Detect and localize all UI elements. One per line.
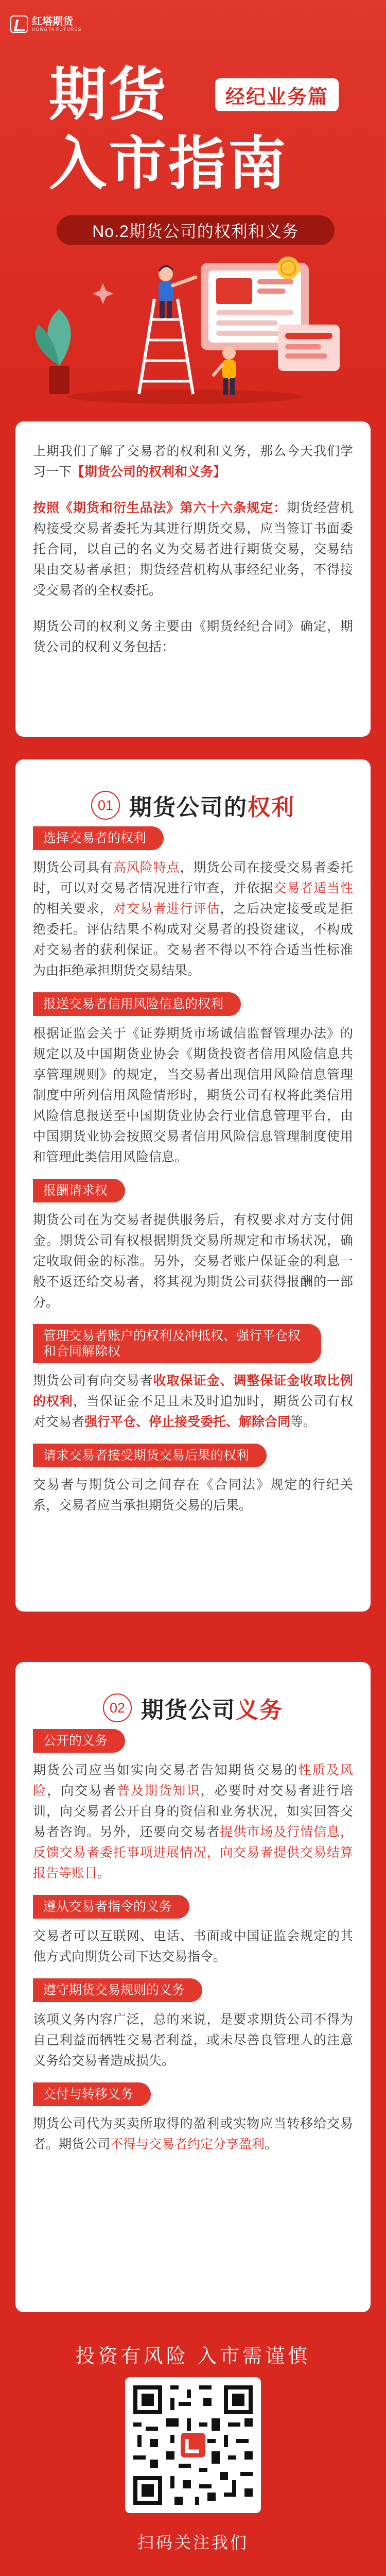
highlight-span: 不得与交易者约定分享盈利 bbox=[110, 2137, 265, 2151]
item-text: 交易者可以互联网、电话、书面或中国证监会规定的其他方式向期货公司下达交易指令。 bbox=[33, 1929, 353, 1964]
highlight-span: 对交易者进行评估 bbox=[113, 902, 220, 916]
highlight-span: 高风险特点 bbox=[113, 860, 180, 875]
text-span: 。 bbox=[97, 1866, 111, 1880]
item-text bbox=[33, 2113, 353, 2155]
highlight-span: 收取保证金、调整保证金收取比例的权利 bbox=[33, 1374, 353, 1409]
intro-paragraph-3: 期货公司的权利义务主要由《期货经纪合同》确定，期货公司的权利义务包括： bbox=[33, 619, 353, 654]
intro-text: 上期我们了解了交易者的权利和义务，那么今天我们学习一下 bbox=[33, 444, 353, 479]
highlight-span: 交易者适当性 bbox=[273, 881, 353, 895]
text-span: ，当保证金不足且未及时追加时，期货公司有权对交易者 bbox=[33, 1394, 353, 1429]
section-number: 01 bbox=[91, 791, 120, 820]
text-span: 的相关要求， bbox=[33, 902, 113, 916]
text-span: ，之后决定接受或是拒绝委托。评估结果不构成对交易者的投资建议，不构成对交易者的获利保证。交易者不得以不符合适当性标准为由拒绝承担期货交易结果。 bbox=[33, 902, 353, 978]
item-text bbox=[33, 1370, 353, 1432]
item-tag: 公开的义务 bbox=[33, 1729, 125, 1753]
item-text bbox=[33, 1760, 353, 1884]
footer-slogan: 投资有风险 入市需谨慎 bbox=[75, 2346, 311, 2367]
heading-highlight: 义务 bbox=[236, 1698, 283, 1723]
intro-topic: 【期货公司的权利和义务】 bbox=[72, 465, 226, 479]
right-item bbox=[15, 1324, 371, 1432]
text-span: 期货公司应当如实向交易者告知期货交易的 bbox=[33, 1763, 299, 1777]
item-tag: 选择交易者的权利 bbox=[33, 826, 164, 850]
text-span: ，必要时对交易者进行培训，向交易者公开自身的资信和业务状况，如实回答交易者咨询。另外，还要向交易者 bbox=[33, 1784, 353, 1839]
right-item bbox=[15, 1179, 371, 1313]
obligations-card bbox=[15, 1662, 371, 2312]
highlight-span: 普及期货知识 bbox=[116, 1784, 201, 1798]
heading-part: 期货公司的 bbox=[129, 795, 248, 820]
heading-part: 期货公司 bbox=[141, 1698, 236, 1723]
text-span: ，期货公司在接受交易者委托时，可以对交易者情况进行审查，并依据 bbox=[33, 860, 353, 895]
obligation-item bbox=[15, 2082, 371, 2155]
section-title-rights bbox=[15, 759, 371, 826]
brand-name-cn: 红塔期货 bbox=[32, 16, 73, 28]
brand-logo bbox=[10, 15, 81, 33]
law-citation: 按照《期货和衍生品法》第六十六条规定： bbox=[33, 501, 287, 515]
right-item bbox=[15, 826, 371, 981]
heading-highlight: 权利 bbox=[248, 795, 295, 820]
qr-code-icon bbox=[133, 2385, 253, 2505]
footer-scan-prompt: 扫码关注我们 bbox=[137, 2533, 249, 2552]
intro-paragraph-2 bbox=[33, 498, 353, 601]
item-text: 交易者与期货公司之间存在《合同法》规定的行纪关系，交易者应当承担期货交易的后果。 bbox=[33, 1478, 353, 1513]
hongta-logo-icon bbox=[10, 15, 28, 33]
item-tag: 报酬请求权 bbox=[33, 1179, 125, 1202]
item-text: 期货公司在为交易者提供服务后，有权要求对方支付佣金。期货公司有权根据期货交易所规定和市场状况，确定收取佣金的标准。另外，交易者账户保证金的利息一般不返还给交易者，将其视为期货公司获得报酬的一部分。 bbox=[33, 1213, 353, 1310]
item-tag: 遵从交易者指令的义务 bbox=[33, 1895, 189, 1919]
section-heading bbox=[129, 789, 295, 822]
text-span: 期货公司具有 bbox=[33, 860, 113, 875]
section-number: 02 bbox=[103, 1693, 132, 1722]
subtitle-bar: No.2期货公司的权利和义务 bbox=[57, 215, 335, 245]
highlight-span: 性质及风险 bbox=[33, 1763, 353, 1798]
right-item bbox=[15, 1444, 371, 1516]
item-tag: 交付与转移义务 bbox=[33, 2082, 151, 2106]
rights-card bbox=[15, 759, 371, 1612]
obligation-item bbox=[15, 1978, 371, 2071]
highlight-span: 强行平仓、停止接受委托、解除合同 bbox=[84, 1415, 291, 1429]
item-text: 该项义务内容广泛，总的来说，是要求期货公司不得为自己利益而牺牲交易者利益，或未尽善良管理人的注意义务给交易者造成损失。 bbox=[33, 2012, 353, 2068]
right-item bbox=[15, 992, 371, 1167]
section-title-obligations bbox=[15, 1662, 371, 1729]
item-text bbox=[33, 857, 353, 981]
item-tag: 请求交易者接受期货交易后果的权利 bbox=[33, 1444, 267, 1467]
obligation-item bbox=[15, 1729, 371, 1884]
qr-code[interactable] bbox=[125, 2377, 261, 2513]
obligation-item bbox=[15, 1895, 371, 1967]
highlight-span: 提供市场及行情信息，反馈交易者委托事项进展情况，向交易者提供交易结算报告等账目 bbox=[33, 1825, 353, 1880]
item-tag: 管理交易者账户的权利及冲抵权、强行平仓权和合同解除权 bbox=[33, 1324, 321, 1363]
item-tag: 报送交易者信用风险信息的权利 bbox=[33, 992, 241, 1016]
text-span: 。 bbox=[265, 2137, 278, 2151]
main-title-line2: 入市指南 bbox=[49, 130, 288, 197]
intro-paragraph-1 bbox=[33, 441, 353, 482]
brand-name-en: HONGTA FUTURES bbox=[32, 27, 82, 32]
item-text: 根据证监会关于《证券期货市场诚信监督管理办法》的规定以及中国期货业协会《期货投资者信用风险信息共享管理规则》的规定，当交易者出现信用风险信息管理制度中所列信用风险情形时，期货公司有权将此类信用风险信息报送至中国期货业协会行业信息管理平台，由中国期货业协会按照交易者信用风险信息管理制度使用和管理此类信用风险信息。 bbox=[33, 1026, 353, 1164]
main-title-line1: 期货 bbox=[49, 61, 168, 128]
header-illustration bbox=[0, 247, 386, 407]
text-span: ，向交易者 bbox=[47, 1784, 117, 1798]
law-text: 期货经营机构接受交易者委托为其进行期货交易，应当签订书面委托合同，以自己的名义为交易者进行期货交易，交易结果由交易者承担；期货经营机构从事经纪业务，不得接受交易者的全权委托。 bbox=[33, 501, 353, 598]
header-banner bbox=[0, 0, 386, 407]
series-badge: 经纪业务篇 bbox=[215, 78, 339, 111]
intro-card bbox=[15, 421, 371, 737]
section-heading bbox=[141, 1691, 283, 1724]
text-span: 期货公司代为买卖所取得的盈利或实物应当转移给交易者。期货公司 bbox=[33, 2116, 353, 2151]
item-tag: 遵守期货交易规则的义务 bbox=[33, 1978, 202, 2002]
text-span: 期货公司有向交易者 bbox=[33, 1374, 153, 1388]
text-span: 等。 bbox=[290, 1415, 317, 1429]
